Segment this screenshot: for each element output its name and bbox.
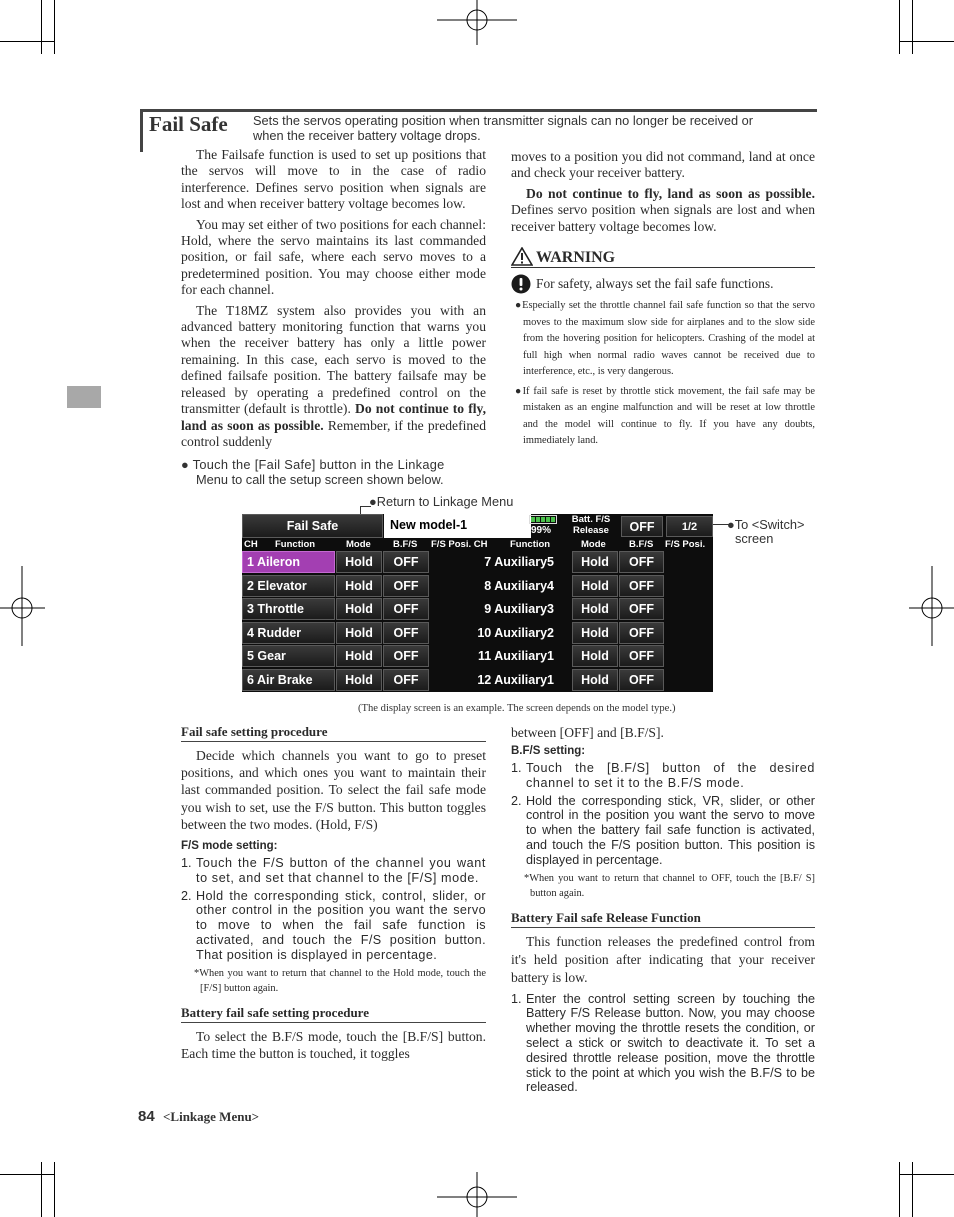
side-tab [67, 386, 101, 408]
paragraph [511, 186, 815, 235]
channel-mode-button-label: Hold [581, 625, 609, 640]
warning-heading [511, 247, 815, 268]
channel-bfs-button-label: OFF [629, 602, 654, 617]
channel-bfs-button[interactable] [383, 622, 429, 644]
fail-safe-return-label: Fail Safe [286, 519, 339, 533]
channel-bfs-button[interactable] [619, 551, 664, 573]
section-heading-fail-safe-setting: Fail safe setting procedure [181, 724, 486, 742]
channel-function-button-label: 9 Auxiliary3 [484, 602, 554, 617]
channel-function-button-label: 7 Auxiliary5 [484, 555, 554, 569]
paragraph: The Failsafe function is used to set up positions that the servos will move to in the case of radio interference. Defines servo position when signals are lost and when receiver battery voltage becomes low. [181, 147, 486, 212]
title-description-line2: when the receiver battery voltage drops. [253, 128, 481, 143]
step-number: 1. [511, 991, 522, 1006]
battery-percent: 99% [531, 525, 552, 536]
channel-bfs-button-label: OFF [393, 555, 419, 569]
battery-fs-release-value: OFF [629, 519, 655, 534]
step [511, 992, 815, 1096]
channel-mode-button-label: Hold [345, 555, 373, 569]
touch-instruction-line1: ● Touch the [Fail Safe] button in the Linkage [181, 457, 445, 472]
channel-mode-button[interactable] [572, 598, 618, 620]
channel-mode-button-label: Hold [581, 555, 609, 569]
title-description [253, 113, 753, 143]
channel-function-button-label: 1 Aileron [247, 555, 301, 569]
paragraph [181, 303, 486, 451]
warning-triangle-icon [511, 247, 533, 266]
transmitter-screen [242, 514, 713, 692]
channel-bfs-button-label: OFF [393, 578, 419, 593]
channel-bfs-button[interactable] [383, 669, 429, 691]
step-text: Touch the F/S button of the channel you want to set, and set that channel to the [F/S] mode. [196, 856, 486, 885]
warning-title: WARNING [536, 249, 616, 266]
step-number: 1. [511, 761, 522, 775]
channel-mode-button[interactable] [336, 622, 382, 644]
channel-mode-button-label: Hold [345, 625, 373, 640]
section-heading-battery-fail-safe: Battery fail safe setting procedure [181, 1005, 486, 1023]
channel-bfs-button-label: OFF [629, 673, 654, 687]
channel-mode-button[interactable] [572, 551, 618, 573]
col-header-bfs: B.F/S [393, 539, 418, 550]
channel-function-button-label: 2 Elevator [247, 578, 307, 593]
channel-function-button[interactable] [431, 575, 571, 597]
title-bracket [140, 109, 143, 152]
callout-return-to-linkage: ●Return to Linkage Menu [369, 494, 514, 509]
bfs-steps [511, 761, 815, 868]
channel-function-button[interactable] [242, 575, 335, 597]
channel-bfs-button-label: OFF [393, 625, 419, 640]
paragraph-text: Defines servo position when signals are lost and when receiver battery voltage becomes low. [511, 202, 815, 234]
channel-bfs-button[interactable] [383, 598, 429, 620]
subheading-fs-mode: F/S mode setting: [181, 840, 278, 853]
channel-function-button-label: 3 Throttle [247, 602, 304, 617]
paragraph: This function releases the predefined control from it's held position after indicating that your receiver battery is low. [511, 933, 815, 985]
channel-bfs-button-label: OFF [629, 578, 654, 593]
battery-fs-release-line2: Release [573, 525, 609, 536]
step [181, 889, 486, 963]
channel-mode-button[interactable] [572, 622, 618, 644]
channel-bfs-button-label: OFF [629, 625, 654, 640]
channel-bfs-button[interactable] [619, 598, 664, 620]
channel-mode-button-label: Hold [581, 602, 609, 617]
title-rule [140, 109, 817, 112]
left-column-intro [181, 147, 486, 450]
channel-function-button[interactable] [431, 645, 571, 667]
page-indicator: 1/2 [681, 520, 698, 533]
note: *When you want to return that channel to OFF, touch the [B.F/ S] button again. [524, 872, 815, 899]
channel-function-button[interactable] [242, 598, 335, 620]
channel-bfs-button[interactable] [383, 645, 429, 667]
model-name: New model-1 [390, 518, 468, 532]
channel-function-button[interactable] [242, 645, 335, 667]
channel-mode-button-label: Hold [345, 578, 373, 593]
channel-bfs-button-label: OFF [629, 649, 654, 664]
callout-to-switch-line2: screen [735, 531, 774, 546]
channel-mode-button[interactable] [336, 598, 382, 620]
step [511, 761, 815, 791]
warning-lead [511, 274, 815, 294]
paragraph: To select the B.F/S mode, touch the [B.F/S] button. Each time the button is touched, it toggles [181, 1028, 486, 1061]
channel-function-button[interactable] [431, 622, 571, 644]
paragraph: Decide which channels you want to go to preset positions, and which ones you want to maintain their last commanded position. To select the fail safe mode you wish to set, use the F/S button. This button toggles between the two modes. (Hold, F/S) [181, 748, 486, 832]
channel-mode-button-label: Hold [345, 602, 373, 617]
bold-warning-text: Do not continue to fly, land as soon as possible. [526, 185, 815, 201]
channel-mode-button-label: Hold [581, 578, 609, 593]
screen-caption: (The display screen is an example. The screen depends on the model type.) [358, 703, 676, 714]
channel-bfs-button[interactable] [383, 551, 429, 573]
channel-function-button-label: 4 Rudder [247, 625, 302, 640]
col-header-bfs-right: B.F/S [629, 539, 654, 550]
page-number: 84 [138, 1108, 155, 1125]
page-switch-button[interactable] [666, 516, 713, 537]
channel-function-button-label: 8 Auxiliary4 [484, 578, 554, 593]
fail-safe-return-button[interactable] [242, 514, 383, 538]
channel-function-button[interactable] [242, 622, 335, 644]
channel-bfs-button-label: OFF [393, 649, 419, 664]
channel-bfs-button[interactable] [619, 575, 664, 597]
col-header-fs-posi-ch: F/S Posi. CH [431, 539, 488, 550]
col-header-function: Function [275, 539, 316, 550]
channel-mode-button[interactable] [336, 551, 382, 573]
registration-mark-left [0, 566, 45, 646]
step [511, 794, 815, 868]
channel-function-button-label: 12 Auxiliary1 [477, 673, 554, 687]
bold-warning-text: Do not continue to fly, land as soon as possible. [181, 401, 486, 433]
warning-bullet: ●If fail safe is reset by throttle stick movement, the fail safe may be mistaken as an engine malfunction and will be reset at low throttle and the model will continue to fly. If you have any doubts, immediately land. [515, 385, 815, 446]
page-title: Fail Safe [149, 112, 228, 136]
channel-bfs-button-label: OFF [629, 555, 654, 569]
channel-function-button-label: 11 Auxiliary1 [478, 649, 554, 664]
step-number: 2. [511, 793, 522, 808]
step-text: Enter the control setting screen by touching the Battery F/S Release button. Now, you may choose whether moving the throttle resets the condition, or select a stick or switch to deactivate it. To set a desired throttle release position, move the throttle stick to the point at which you wish the B.F/S to be released. [526, 991, 815, 1095]
paragraph: between [OFF] and [B.F/S]. [511, 725, 664, 740]
channel-mode-button-label: Hold [581, 673, 609, 687]
callout-to-switch-line1: ●To <Switch> [727, 517, 805, 532]
channel-mode-button[interactable] [572, 575, 618, 597]
channel-mode-button-label: Hold [345, 649, 373, 664]
warning-box [511, 247, 815, 450]
channel-function-button-label: 5 Gear [247, 649, 286, 664]
fs-mode-steps [181, 856, 486, 963]
channel-mode-button[interactable] [336, 645, 382, 667]
channel-mode-button[interactable] [336, 669, 382, 691]
lower-left-column [181, 724, 486, 1062]
subheading-bfs-setting: B.F/S setting: [511, 745, 586, 757]
battery-icon [529, 515, 557, 524]
footer-section: <Linkage Menu> [163, 1109, 260, 1124]
channel-bfs-button-label: OFF [393, 673, 419, 687]
touch-instruction-line2: Menu to call the setup screen shown below. [196, 471, 444, 487]
paragraph: moves to a position you did not command, land at once and check your receiver battery. [511, 149, 815, 181]
channel-bfs-button[interactable] [619, 645, 664, 667]
channel-function-button[interactable] [242, 551, 335, 573]
registration-mark-top [437, 0, 517, 45]
step-number: 1. [181, 856, 192, 871]
col-header-mode: Mode [346, 539, 371, 550]
col-header-function-right: Function [510, 539, 551, 550]
channel-bfs-button[interactable] [619, 669, 664, 691]
paragraph: You may set either of two positions for each channel: Hold, where the servo maintains its last commanded position, or fail safe, where each servo moves to a predetermined position. You may choose either mode for each channel. [181, 216, 486, 298]
battery-fs-release-label [562, 514, 620, 536]
channel-mode-button[interactable] [336, 575, 382, 597]
col-header-fs-posi-right: F/S Posi. [665, 539, 706, 550]
channel-function-button-label: 6 Air Brake [247, 673, 313, 687]
step-text: Touch the [B.F/S] button of the desired channel to set it to the B.F/S mode. [526, 761, 815, 790]
paragraph-text: The T18MZ system also provides you with an advanced battery monitoring function that warns you when the receiver battery has only a little power remaining. In this case, each servo is moved to the defined failsafe position. The battery failsafe may be released by operating a predefined control on the transmitter (default is throttle). [181, 302, 486, 417]
exclamation-icon [511, 274, 531, 294]
warning-bullet: ●Especially set the throttle channel fail safe function so that the servo moves to the maximum slow side for airplanes and to the slow side from the hovering position for helicopters. Crashing of the model at full high when normal radio waves cannot be received due to interference, etc., is very dangerous. [515, 300, 815, 377]
channel-bfs-button-label: OFF [393, 602, 419, 617]
battery-fs-release-button[interactable] [621, 516, 663, 537]
section-heading-battery-release: Battery Fail safe Release Function [511, 910, 815, 928]
warning-lead-text: For safety, always set the fail safe functions. [536, 276, 774, 291]
lower-right-column [511, 724, 815, 1095]
battery-fs-release-line1: Batt. F/S [571, 514, 611, 525]
registration-mark-right [909, 566, 954, 646]
channel-function-button[interactable] [431, 598, 571, 620]
channel-bfs-button[interactable] [619, 622, 664, 644]
channel-mode-button-label: Hold [345, 673, 373, 687]
title-description-line1: Sets the servos operating position when transmitter signals can no longer be received or [253, 113, 754, 128]
col-header-ch: CH [244, 539, 258, 550]
battery-release-steps [511, 992, 815, 1096]
col-header-mode-right: Mode [581, 539, 606, 550]
registration-mark-bottom [437, 1172, 517, 1217]
channel-function-button[interactable] [431, 669, 571, 691]
right-column-intro [511, 149, 815, 235]
channel-function-button[interactable] [242, 669, 335, 691]
channel-mode-button[interactable] [572, 669, 618, 691]
step [181, 856, 486, 886]
channel-bfs-button[interactable] [383, 575, 429, 597]
touch-instruction [181, 458, 488, 487]
channel-mode-button[interactable] [572, 645, 618, 667]
step-number: 2. [181, 888, 192, 903]
channel-function-button[interactable] [431, 551, 571, 573]
model-name-panel [384, 514, 531, 538]
callout-to-switch [727, 518, 804, 546]
step-text: Hold the corresponding stick, control, slider, or other control in the position you want the servo to move to when the fail safe function is activated, and touch the F/S position button. That position is displayed in percentage. [196, 888, 486, 962]
channel-mode-button-label: Hold [581, 649, 609, 664]
paragraph-text: Remember, if the predefined control suddenly [181, 417, 486, 449]
step-text: Hold the corresponding stick, VR, slider, or other control in the position you want the servo to move to when the battery fail safe function is activated, and touch the F/S position button. This position is displayed in percentage. [526, 793, 815, 867]
note: *When you want to return that channel to the Hold mode, touch the [F/S] button again. [194, 967, 486, 994]
channel-function-button-label: 10 Auxiliary2 [477, 625, 554, 640]
